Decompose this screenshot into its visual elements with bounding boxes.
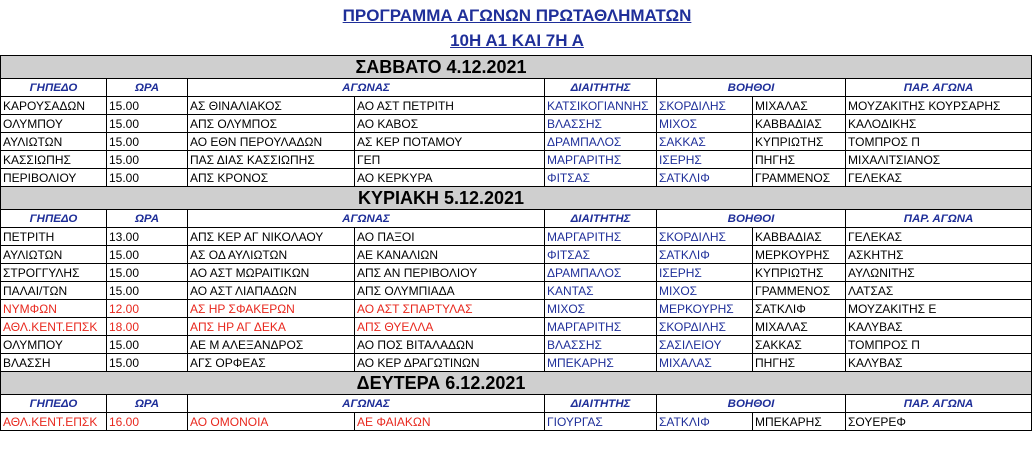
time-cell: 15.00 (107, 246, 188, 264)
home-team-cell: ΠΑΣ ΔΙΑΣ ΚΑΣΣΙΩΠΗΣ (188, 151, 355, 169)
assistant2-cell: ΜΠΕΚΑΡΗΣ (753, 413, 846, 431)
time-cell: 15.00 (107, 97, 188, 115)
time-cell: 15.00 (107, 169, 188, 187)
away-team-cell: ΑΣ ΚΕΡ ΠΟΤΑΜΟΥ (355, 133, 545, 151)
away-team-cell: ΑΟ ΠΑΞΟΙ (355, 228, 545, 246)
venue-cell: ΠΕΤΡΙΤΗ (1, 228, 107, 246)
assistant1-cell: ΜΙΧΟΣ (657, 282, 753, 300)
home-team-cell: ΑΕ Μ ΑΛΕΞΑΝΔΡΟΣ (188, 336, 355, 354)
assistant1-cell: ΣΑΤΚΛΙΦ (657, 413, 753, 431)
time-cell: 13.00 (107, 228, 188, 246)
assistant1-cell: ΣΚΟΡΔΙΛΗΣ (657, 228, 753, 246)
observer-cell: ΣΟΥΕΡΕΦ (846, 413, 1032, 431)
observer-header: ΠΑΡ. ΑΓΩΝΑ (846, 395, 1032, 413)
referee-cell: ΜΙΧΟΣ (545, 300, 657, 318)
assistant2-cell: ΓΡΑΜΜΕΝΟΣ (753, 282, 846, 300)
home-team-cell: ΑΠΣ ΚΡΟΝΟΣ (188, 169, 355, 187)
away-team-cell: ΑΟ ΑΣΤ ΠΕΤΡΙΤΗ (355, 97, 545, 115)
assistants-header: ΒΟΗΘΟΙ (657, 210, 846, 228)
observer-cell: ΜΟΥΖΑΚΙΤΗΣ Ε (846, 300, 1032, 318)
assistant2-cell: ΚΥΠΡΙΩΤΗΣ (753, 133, 846, 151)
time-cell: 15.00 (107, 133, 188, 151)
match-row (1, 97, 1032, 115)
time-header: ΩΡΑ (107, 210, 188, 228)
match-row (1, 413, 1032, 431)
venue-cell: ΒΛΑΣΣΗ (1, 354, 107, 372)
away-team-cell: ΑΟ ΑΣΤ ΣΠΑΡΤΥΛΑΣ (355, 300, 545, 318)
observer-cell: ΚΑΛΟΔΙΚΗΣ (846, 115, 1032, 133)
referee-cell: ΦΙΤΣΑΣ (545, 169, 657, 187)
observer-cell: ΑΣΚΗΤΗΣ (846, 246, 1032, 264)
match-row (1, 115, 1032, 133)
header-row (1, 395, 1032, 413)
match-header: ΑΓΩΝΑΣ (188, 79, 545, 97)
away-team-cell: ΑΕ ΦΑΙΑΚΩΝ (355, 413, 545, 431)
time-cell: 15.00 (107, 354, 188, 372)
match-row (1, 228, 1032, 246)
match-row (1, 300, 1032, 318)
header-row (1, 210, 1032, 228)
referee-cell: ΒΛΑΣΣΗΣ (545, 115, 657, 133)
observer-cell: ΤΟΜΠΡΟΣ Π (846, 133, 1032, 151)
day-label: ΔΕΥΤΕΡΑ 6.12.2021 (356, 372, 526, 393)
time-cell: 15.00 (107, 151, 188, 169)
home-team-cell: ΑΟ ΕΘΝ ΠΕΡΟΥΛΑΔΩΝ (188, 133, 355, 151)
assistant1-cell: ΣΚΟΡΔΙΛΗΣ (657, 318, 753, 336)
venue-cell: ΑΘΛ.ΚΕΝΤ.ΕΠΣΚ (1, 413, 107, 431)
time-cell: 12.00 (107, 300, 188, 318)
home-team-cell: ΑΠΣ ΗΡ ΑΓ ΔΕΚΑ (188, 318, 355, 336)
day-cell (1, 187, 1032, 210)
match-row (1, 133, 1032, 151)
assistant1-cell: ΣΑΤΚΛΙΦ (657, 169, 753, 187)
header-row (1, 79, 1032, 97)
observer-cell: ΜΙΧΑΛΙΤΣΙΑΝΟΣ (846, 151, 1032, 169)
match-row (1, 151, 1032, 169)
assistant2-cell: ΣΑΤΚΛΙΦ (753, 300, 846, 318)
venue-cell: ΟΛΥΜΠΟΥ (1, 115, 107, 133)
match-row (1, 282, 1032, 300)
referee-header: ΔΙΑΙΤΗΤΗΣ (545, 79, 657, 97)
observer-header: ΠΑΡ. ΑΓΩΝΑ (846, 79, 1032, 97)
referee-cell: ΔΡΑΜΠΑΛΟΣ (545, 264, 657, 282)
day-cell (1, 56, 1032, 79)
assistants-header: ΒΟΗΘΟΙ (657, 79, 846, 97)
document-subtitle: 10Η Α1 ΚΑΙ 7Η Α (450, 31, 584, 50)
home-team-cell: ΑΠΣ ΚΕΡ ΑΓ ΝΙΚΟΛΑΟΥ (188, 228, 355, 246)
time-cell: 18.00 (107, 318, 188, 336)
referee-cell: ΦΙΤΣΑΣ (545, 246, 657, 264)
referee-cell: ΜΑΡΓΑΡΙΤΗΣ (545, 318, 657, 336)
observer-cell: ΤΟΜΠΡΟΣ Π (846, 336, 1032, 354)
day-label: ΚΥΡΙΑΚΗ 5.12.2021 (357, 187, 525, 208)
referee-cell: ΚΑΤΣΙΚΟΓΙΑΝΝΗΣ (545, 97, 657, 115)
away-team-cell: ΑΟ ΚΕΡ ΔΡΑΓΩΤΙΝΩΝ (355, 354, 545, 372)
home-team-cell: ΑΟ ΟΜΟΝΟΙΑ (188, 413, 355, 431)
assistant2-cell: ΠΗΓΗΣ (753, 354, 846, 372)
venue-cell: ΑΘΛ.ΚΕΝΤ.ΕΠΣΚ (1, 318, 107, 336)
time-cell: 16.00 (107, 413, 188, 431)
assistant1-cell: ΜΙΧΑΛΑΣ (657, 354, 753, 372)
referee-cell: ΚΑΝΤΑΣ (545, 282, 657, 300)
observer-cell: ΛΑΤΣΑΣ (846, 282, 1032, 300)
venue-cell: ΠΕΡΙΒΟΛΙΟΥ (1, 169, 107, 187)
assistant1-cell: ΣΚΟΡΔΙΛΗΣ (657, 97, 753, 115)
venue-header: ΓΗΠΕΔΟ (1, 210, 107, 228)
venue-cell: ΑΥΛΙΩΤΩΝ (1, 246, 107, 264)
venue-header: ΓΗΠΕΔΟ (1, 395, 107, 413)
venue-cell: ΚΑΡΟΥΣΑΔΩΝ (1, 97, 107, 115)
time-header: ΩΡΑ (107, 395, 188, 413)
assistant2-cell: ΚΑΒΒΑΔΙΑΣ (753, 228, 846, 246)
match-row (1, 264, 1032, 282)
referee-header: ΔΙΑΙΤΗΤΗΣ (545, 395, 657, 413)
venue-header: ΓΗΠΕΔΟ (1, 79, 107, 97)
referee-cell: ΒΛΑΣΣΗΣ (545, 336, 657, 354)
away-team-cell: ΑΠΣ ΘΥΕΛΛΑ (355, 318, 545, 336)
home-team-cell: ΑΟ ΑΣΤ ΛΙΑΠΑΔΩΝ (188, 282, 355, 300)
referee-cell: ΜΑΡΓΑΡΙΤΗΣ (545, 228, 657, 246)
match-header: ΑΓΩΝΑΣ (188, 210, 545, 228)
home-team-cell: ΑΣ ΘΙΝΑΛΙΑΚΟΣ (188, 97, 355, 115)
observer-cell: ΚΑΛΥΒΑΣ (846, 318, 1032, 336)
match-row (1, 336, 1032, 354)
away-team-cell: ΑΟ ΠΟΣ ΒΙΤΑΛΑΔΩΝ (355, 336, 545, 354)
assistant2-cell: ΣΑΚΚΑΣ (753, 336, 846, 354)
home-team-cell: ΑΣ ΟΔ ΑΥΛΙΩΤΩΝ (188, 246, 355, 264)
schedule-table (0, 55, 1032, 431)
observer-cell: ΓΕΛΕΚΑΣ (846, 169, 1032, 187)
observer-cell: ΓΕΛΕΚΑΣ (846, 228, 1032, 246)
time-header: ΩΡΑ (107, 79, 188, 97)
assistant1-cell: ΙΣΕΡΗΣ (657, 264, 753, 282)
referee-cell: ΜΠΕΚΑΡΗΣ (545, 354, 657, 372)
match-row (1, 169, 1032, 187)
observer-cell: ΑΥΛΩΝΙΤΗΣ (846, 264, 1032, 282)
assistant1-cell: ΙΣΕΡΗΣ (657, 151, 753, 169)
day-row (1, 372, 1032, 395)
time-cell: 15.00 (107, 336, 188, 354)
away-team-cell: ΑΠΣ ΟΛΥΜΠΙΑΔΑ (355, 282, 545, 300)
venue-cell: ΟΛΥΜΠΟΥ (1, 336, 107, 354)
observer-header: ΠΑΡ. ΑΓΩΝΑ (846, 210, 1032, 228)
home-team-cell: ΑΣ ΗΡ ΣΦΑΚΕΡΩΝ (188, 300, 355, 318)
referee-cell: ΜΑΡΓΑΡΙΤΗΣ (545, 151, 657, 169)
match-row (1, 246, 1032, 264)
assistant1-cell: ΣΑΤΚΛΙΦ (657, 246, 753, 264)
home-team-cell: ΑΟ ΑΣΤ ΜΩΡΑΙΤΙΚΩΝ (188, 264, 355, 282)
time-cell: 15.00 (107, 264, 188, 282)
home-team-cell: ΑΓΣ ΟΡΦΕΑΣ (188, 354, 355, 372)
assistant2-cell: ΓΡΑΜΜΕΝΟΣ (753, 169, 846, 187)
day-row (1, 187, 1032, 210)
away-team-cell: ΑΟ ΚΕΡΚΥΡΑ (355, 169, 545, 187)
match-row (1, 354, 1032, 372)
assistant1-cell: ΜΕΡΚΟΥΡΗΣ (657, 300, 753, 318)
assistant1-cell: ΜΙΧΟΣ (657, 115, 753, 133)
time-cell: 15.00 (107, 282, 188, 300)
assistant2-cell: ΚΥΠΡΙΩΤΗΣ (753, 264, 846, 282)
assistant2-cell: ΠΗΓΗΣ (753, 151, 846, 169)
document-title: ΠΡΟΓΡΑΜΜΑ ΑΓΩΝΩΝ ΠΡΩΤΑΘΛΗΜΑΤΩΝ (342, 6, 692, 25)
away-team-cell: ΓΕΠ (355, 151, 545, 169)
assistant2-cell: ΜΕΡΚΟΥΡΗΣ (753, 246, 846, 264)
assistant1-cell: ΣΑΚΚΑΣ (657, 133, 753, 151)
assistants-header: ΒΟΗΘΟΙ (657, 395, 846, 413)
schedule-body (1, 56, 1032, 431)
home-team-cell: ΑΠΣ ΟΛΥΜΠΟΣ (188, 115, 355, 133)
referee-cell: ΓΙΟΥΡΓΑΣ (545, 413, 657, 431)
day-cell (1, 372, 1032, 395)
time-cell: 15.00 (107, 115, 188, 133)
referee-header: ΔΙΑΙΤΗΤΗΣ (545, 210, 657, 228)
venue-cell: ΝΥΜΦΩΝ (1, 300, 107, 318)
venue-cell: ΑΥΛΙΩΤΩΝ (1, 133, 107, 151)
day-row (1, 56, 1032, 79)
away-team-cell: ΑΟ ΚΑΒΟΣ (355, 115, 545, 133)
assistant2-cell: ΜΙΧΑΛΑΣ (753, 97, 846, 115)
assistant2-cell: ΜΙΧΑΛΑΣ (753, 318, 846, 336)
observer-cell: ΚΑΛΥΒΑΣ (846, 354, 1032, 372)
observer-cell: ΜΟΥΖΑΚΙΤΗΣ ΚΟΥΡΣΑΡΗΣ (846, 97, 1032, 115)
assistant1-cell: ΣΑΣΙΛΕΙΟΥ (657, 336, 753, 354)
match-header: ΑΓΩΝΑΣ (188, 395, 545, 413)
match-row (1, 318, 1032, 336)
referee-cell: ΔΡΑΜΠΑΛΟΣ (545, 133, 657, 151)
away-team-cell: ΑΕ ΚΑΝΑΛΙΩΝ (355, 246, 545, 264)
venue-cell: ΣΤΡΟΓΓΥΛΗΣ (1, 264, 107, 282)
venue-cell: ΠΑΛΑΙ/ΤΩΝ (1, 282, 107, 300)
assistant2-cell: ΚΑΒΒΑΔΙΑΣ (753, 115, 846, 133)
day-label: ΣΑΒΒΑΤΟ 4.12.2021 (355, 56, 527, 77)
venue-cell: ΚΑΣΣΙΩΠΗΣ (1, 151, 107, 169)
away-team-cell: ΑΠΣ ΑΝ ΠΕΡΙΒΟΛΙΟΥ (355, 264, 545, 282)
